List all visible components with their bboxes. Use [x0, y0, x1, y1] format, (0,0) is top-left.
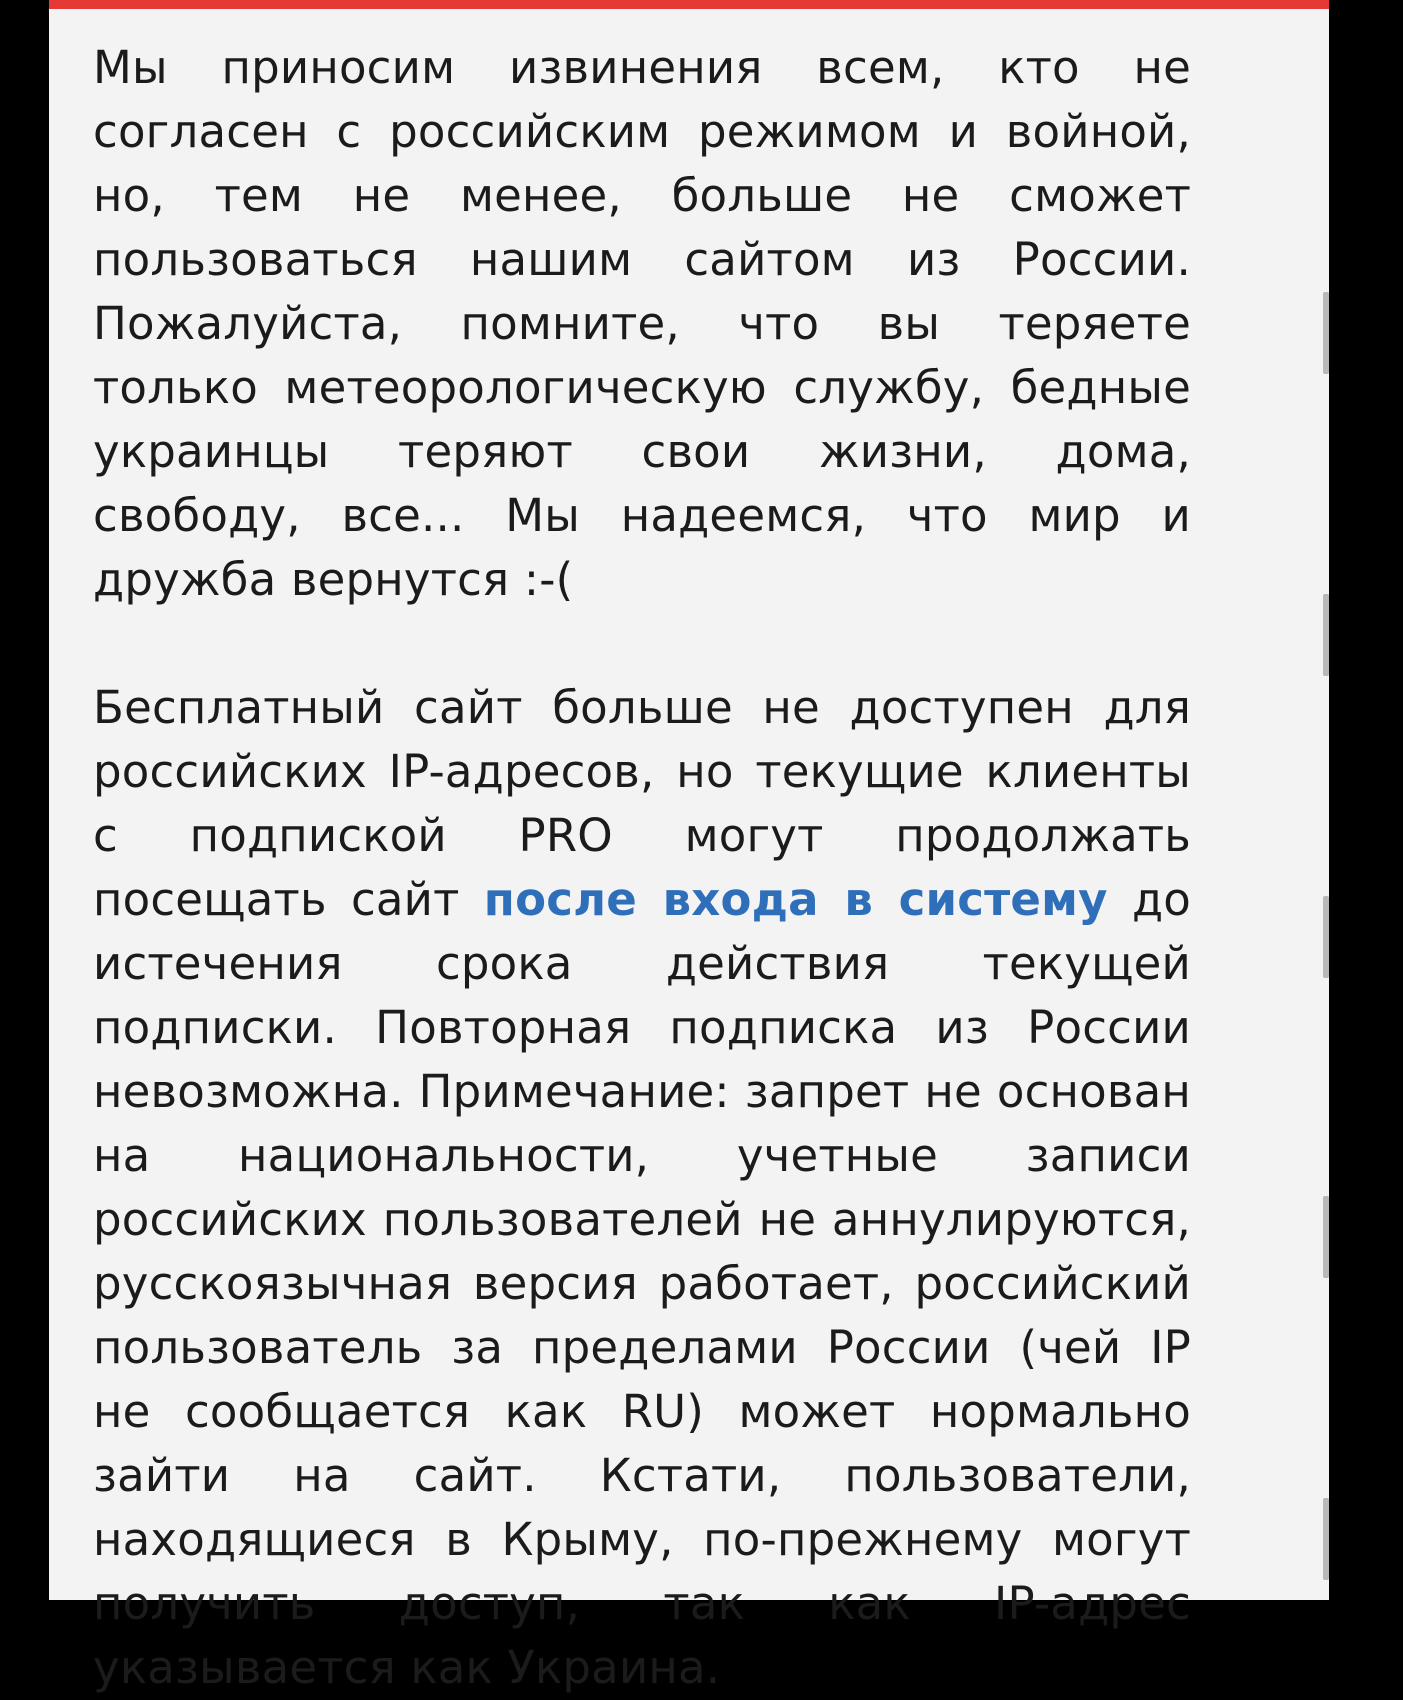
scroll-markers — [1323, 0, 1329, 1600]
top-accent-bar — [49, 0, 1329, 9]
apology-paragraph: Мы приносим извинения всем, кто не согласен с российским режимом и войной, но, тем не менее, больше не сможет пользоваться нашим сайтом из России. Пожалуйста, помните, что вы теряете только метеорологическую службу, бедные украинцы теряют свои жизни, дома, свободу, все... Мы надеемся, что мир и дружба вернутся :-( — [93, 41, 1191, 606]
scroll-marker — [1323, 896, 1329, 978]
scroll-marker — [1323, 1196, 1329, 1278]
scroll-marker — [1323, 594, 1329, 676]
access-notice-paragraph — [93, 676, 1191, 1700]
scroll-marker — [1323, 292, 1329, 374]
access-notice-text-before-link: Бесплатный сайт больше не доступен для российских IP-адресов, но текущие клиенты с подпиской PRO могут продолжать посещать сайт — [93, 681, 1191, 926]
article-body — [93, 36, 1191, 1700]
login-link[interactable]: после входа в систему — [483, 873, 1108, 926]
article-page[interactable] — [49, 0, 1329, 1694]
access-notice-text-after-link: до истечения срока действия текущей подписки. Повторная подписка из России невозможна. Примечание: запрет не основан на национальности, учетные записи российских пользователей не аннулируются, русскоязычная версия работает, российский пользователь за пределами России (чей IP не сообщается как RU) может нормально зайти на сайт. Кстати, пользователи, находящиеся в Крыму, по-прежнему могут получить доступ, так как IP-адрес указывается как Украина. — [93, 873, 1191, 1694]
scroll-marker — [1323, 1498, 1329, 1580]
